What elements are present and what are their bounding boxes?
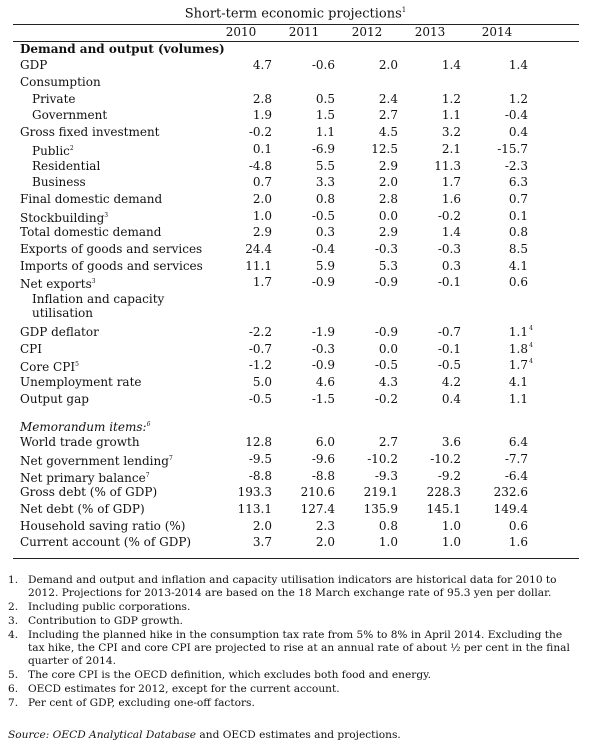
table-row [13,484,579,501]
value-cell: -0.4 [504,108,528,123]
value-cell: 1.0 [441,535,461,550]
year-header: 2014 [481,25,513,39]
value-cell: -6.4 [504,468,528,483]
table-row [13,224,579,241]
value-cell: 24.4 [245,241,272,256]
memo-heading: Memorandum items:$^6$ [20,420,151,435]
table-row [13,107,579,124]
value-cell: 1.7 4 [508,358,533,373]
value-cell: -0.1 [437,275,461,290]
value-cell: 228.3 [426,485,461,500]
spacer-row [13,407,579,417]
row-label: Stockbuilding$^3$ [20,210,109,225]
section-heading-row [13,41,579,58]
value-cell: 3.6 [441,435,461,450]
footnote-number: 3. [8,615,19,627]
value-cell: 2.9 [378,158,398,173]
value-cell: 0.8 [315,191,335,206]
row-label: Current account (% of GDP) [20,535,192,550]
footnote-marker: 2 [69,144,74,152]
value-cell: 4.2 [441,375,461,390]
value-cell: 1.9 [252,108,272,123]
footnote-number: 2. [8,601,19,613]
table-row [13,191,579,208]
row-label: Unemployment rate [20,375,142,390]
value-cell: 2.0 [315,535,335,550]
value-cell: 6.4 [508,435,528,450]
value-cell: 1.1 [315,125,335,140]
value-cell: 12.8 [245,435,272,450]
value-cell: 1.4 [441,58,461,73]
table-row [13,501,579,518]
value-cell: 1.0 [378,535,398,550]
year-header: 2010 [225,25,257,39]
year-header: 2011 [288,25,320,39]
footnote-text: Including the planned hike in the consumption tax rate from 5% to 8% in April 2014. Excluding the tax hike, the CPI and core CPI are projected to rise at an annual rate of about ½ per cent in the final quarter of 2014. [28,629,570,667]
footnote-number: 6. [8,683,19,695]
table-row [13,208,579,225]
value-cell: 4.7 [252,58,272,73]
value-cell: 2.0 [378,58,398,73]
table-row [13,341,579,358]
table-row [13,451,579,468]
value-cell: 2.7 [378,435,398,450]
row-label: Consumption [20,75,101,90]
section-heading: Inflation and capacity [32,292,165,306]
value-cell: 1.4 [441,225,461,240]
row-label: GDP [20,58,48,73]
value-cell: 0.4 [441,391,461,406]
value-cell: 193.3 [237,485,272,500]
table-row [13,91,579,108]
row-label: Household saving ratio (%) [20,518,186,533]
footnote-marker: 4 [529,325,533,332]
footnote-text: The core CPI is the OECD definition, which excludes both food and energy. [28,669,432,681]
value-cell: 0.7 [252,175,272,190]
value-cell: -0.5 [374,358,398,373]
value-cell: 2.3 [315,518,335,533]
value-cell: 1.7 [252,275,272,290]
footnote [8,683,578,696]
value-cell: -0.2 [248,125,272,140]
value-cell: 6.3 [508,175,528,190]
footnote-text: OECD estimates for 2012, except for the current account. [28,683,340,695]
table-row [13,374,579,391]
value-cell: 149.4 [493,501,528,516]
section-heading: Demand and output (volumes) [20,41,225,56]
footnote [8,615,578,628]
value-cell: -1.2 [248,358,272,373]
value-cell: -9.3 [374,468,398,483]
row-label: Net exports$^3$ [20,277,96,292]
value-cell: 0.7 [508,191,528,206]
footnote-marker: 7 [145,471,150,479]
section-demand-output [13,57,579,291]
value-cell: -0.9 [311,275,335,290]
footnote [8,601,578,614]
table-row [13,391,579,408]
value-cell: 0.1 [252,141,272,156]
row-label: Private [32,91,76,106]
footnote-marker: 4 [529,358,533,366]
value-cell: 0.6 [508,275,528,290]
table-row [13,158,579,175]
table-row [13,534,579,551]
value-cell: -0.5 [248,391,272,406]
source-line: Source: OECD Analytical Database and OECD estimates and projections. [8,729,401,741]
value-cell: -0.3 [437,241,461,256]
value-cell: -8.8 [311,468,335,483]
value-cell: 4.1 [508,258,528,273]
value-cell: 3.3 [315,175,335,190]
value-cell: -0.3 [374,241,398,256]
value-cell: 3.2 [441,125,461,140]
table-title: Short-term economic projections$^1$ [184,6,407,22]
section-memorandum [13,434,579,551]
row-label: Net primary balance$^7$ [20,470,150,485]
value-cell: -15.7 [497,141,528,156]
value-cell: -1.5 [311,391,335,406]
value-cell: 232.6 [493,485,528,500]
year-header: 2012 [351,25,383,39]
table-row [13,357,579,374]
value-cell: -0.5 [437,358,461,373]
value-cell: -1.9 [311,325,335,339]
row-label: Gross debt (% of GDP) [20,485,158,500]
value-cell: -0.3 [311,341,335,356]
value-cell: 1.5 [315,108,335,123]
value-cell: 0.3 [441,258,461,273]
table-row [13,174,579,191]
footnote-number: 4. [8,629,19,641]
row-label: Total domestic demand [20,225,162,240]
row-label: Public$^2$ [32,143,74,158]
footnote-marker: 7 [168,454,173,462]
value-cell: 5.0 [252,375,272,390]
section-inflation [13,324,579,407]
row-label: Output gap [20,391,89,406]
value-cell: -0.2 [374,391,398,406]
table-row [13,74,579,91]
table-row [13,241,579,258]
row-label: CPI [20,341,42,356]
row-label: Gross fixed investment [20,125,160,140]
value-cell: 12.5 [371,141,398,156]
row-label: Government [32,108,108,123]
value-cell: -9.2 [437,468,461,483]
value-cell: 8.5 [508,241,528,256]
value-cell: 2.9 [252,225,272,240]
value-cell: 6.0 [315,435,335,450]
value-cell: -8.8 [248,468,272,483]
value-cell: 1.1 4 [508,325,533,339]
memo-heading-row [13,417,579,434]
section-heading: utilisation [32,306,93,320]
value-cell: -0.1 [437,341,461,356]
footnotes [8,574,578,711]
table-row [13,57,579,74]
value-cell: 2.0 [252,191,272,206]
value-cell: -9.6 [311,451,335,466]
value-cell: -0.9 [374,275,398,290]
value-cell: 2.0 [252,518,272,533]
value-cell: 0.4 [508,125,528,140]
row-label: Core CPI$^5$ [20,360,79,375]
footnote-marker: 3 [104,211,109,219]
footnote-number: 1. [8,574,19,586]
value-cell: -0.4 [311,241,335,256]
footnote [8,629,578,668]
value-cell: 135.9 [363,501,398,516]
bottom-rule [13,558,579,559]
table-row [13,274,579,291]
section-heading-row [13,291,579,324]
value-cell: -2.2 [248,325,272,339]
value-cell: 1.0 [441,518,461,533]
value-cell: 2.0 [378,175,398,190]
value-cell: 4.5 [378,125,398,140]
row-label: Residential [32,158,101,173]
value-cell: 5.9 [315,258,335,273]
footnote [8,669,578,682]
value-cell: 1.8 4 [508,341,533,356]
table-row [13,434,579,451]
value-cell: 127.4 [300,501,335,516]
value-cell: -10.2 [430,451,461,466]
value-cell: 1.6 [508,535,528,550]
value-cell: 2.7 [378,108,398,123]
value-cell: -0.5 [311,208,335,223]
header-row [13,24,579,41]
row-label: Business [32,175,86,190]
value-cell: 0.5 [315,91,335,106]
footnote-number: 5. [8,669,19,681]
value-cell: 1.1 [441,108,461,123]
value-cell: 0.0 [378,208,398,223]
value-cell: 1.2 [441,91,461,106]
value-cell: 4.3 [378,375,398,390]
value-cell: -6.9 [311,141,335,156]
value-cell: 210.6 [300,485,335,500]
value-cell: 0.3 [315,225,335,240]
table-row [13,324,579,341]
row-label: Net government lending$^7$ [20,453,173,468]
value-cell: -0.2 [437,208,461,223]
projections-table [13,24,579,551]
value-cell: 1.6 [441,191,461,206]
value-cell: -0.7 [248,341,272,356]
row-label: GDP deflator [20,325,99,339]
value-cell: 0.8 [378,518,398,533]
value-cell: 0.0 [378,341,398,356]
value-cell: -7.7 [504,451,528,466]
value-cell: 0.6 [508,518,528,533]
value-cell: 11.1 [245,258,272,273]
value-cell: -0.7 [437,325,461,339]
value-cell: 11.3 [434,158,461,173]
row-label: Final domestic demand [20,191,163,206]
row-label: Imports of goods and services [20,258,203,273]
value-cell: 4.6 [315,375,335,390]
value-cell: -9.5 [248,451,272,466]
value-cell: -0.9 [374,325,398,339]
value-cell: 2.1 [441,141,461,156]
row-label: Net debt (% of GDP) [20,501,145,516]
value-cell: 219.1 [363,485,398,500]
value-cell: 5.5 [315,158,335,173]
table-row [13,518,579,535]
value-cell: 2.9 [378,225,398,240]
footnote [8,697,578,710]
footnote-text: Demand and output and inflation and capacity utilisation indicators are historical data for 2010 to 2012. Projections for 2013-2014 are based on the 18 March exchange rate of 95.3 yen per dollar. [28,574,557,599]
table-row [13,258,579,275]
value-cell: 2.8 [378,191,398,206]
value-cell: 1.2 [508,91,528,106]
value-cell: -0.9 [311,358,335,373]
table-row [13,468,579,485]
footnote [8,574,578,600]
value-cell: 0.8 [508,225,528,240]
value-cell: 113.1 [237,501,272,516]
value-cell: 1.4 [508,58,528,73]
value-cell: -4.8 [248,158,272,173]
year-header: 2013 [414,25,446,39]
footnote-number: 7. [8,697,19,709]
row-label: World trade growth [20,435,140,450]
value-cell: 1.0 [252,208,272,223]
footnote-text: Including public corporations. [28,601,191,613]
value-cell: -10.2 [367,451,398,466]
value-cell: 2.8 [252,91,272,106]
value-cell: -0.6 [311,58,335,73]
value-cell: 2.4 [378,91,398,106]
value-cell: 5.3 [378,258,398,273]
value-cell: 0.1 [508,208,528,223]
footnote-marker: 4 [529,341,533,349]
row-label: Exports of goods and services [20,241,203,256]
footnote-text: Per cent of GDP, excluding one-off factors. [28,697,255,709]
value-cell: -2.3 [504,158,528,173]
value-cell: 3.7 [252,535,272,550]
footnote-marker: 5 [75,361,79,369]
table-row [13,124,579,141]
footnote-marker: 3 [91,278,96,286]
value-cell: 145.1 [426,501,461,516]
value-cell: 4.1 [508,375,528,390]
table-row [13,141,579,158]
footnote-text: Contribution to GDP growth. [28,615,184,627]
value-cell: 1.7 [441,175,461,190]
value-cell: 1.1 [508,391,528,406]
